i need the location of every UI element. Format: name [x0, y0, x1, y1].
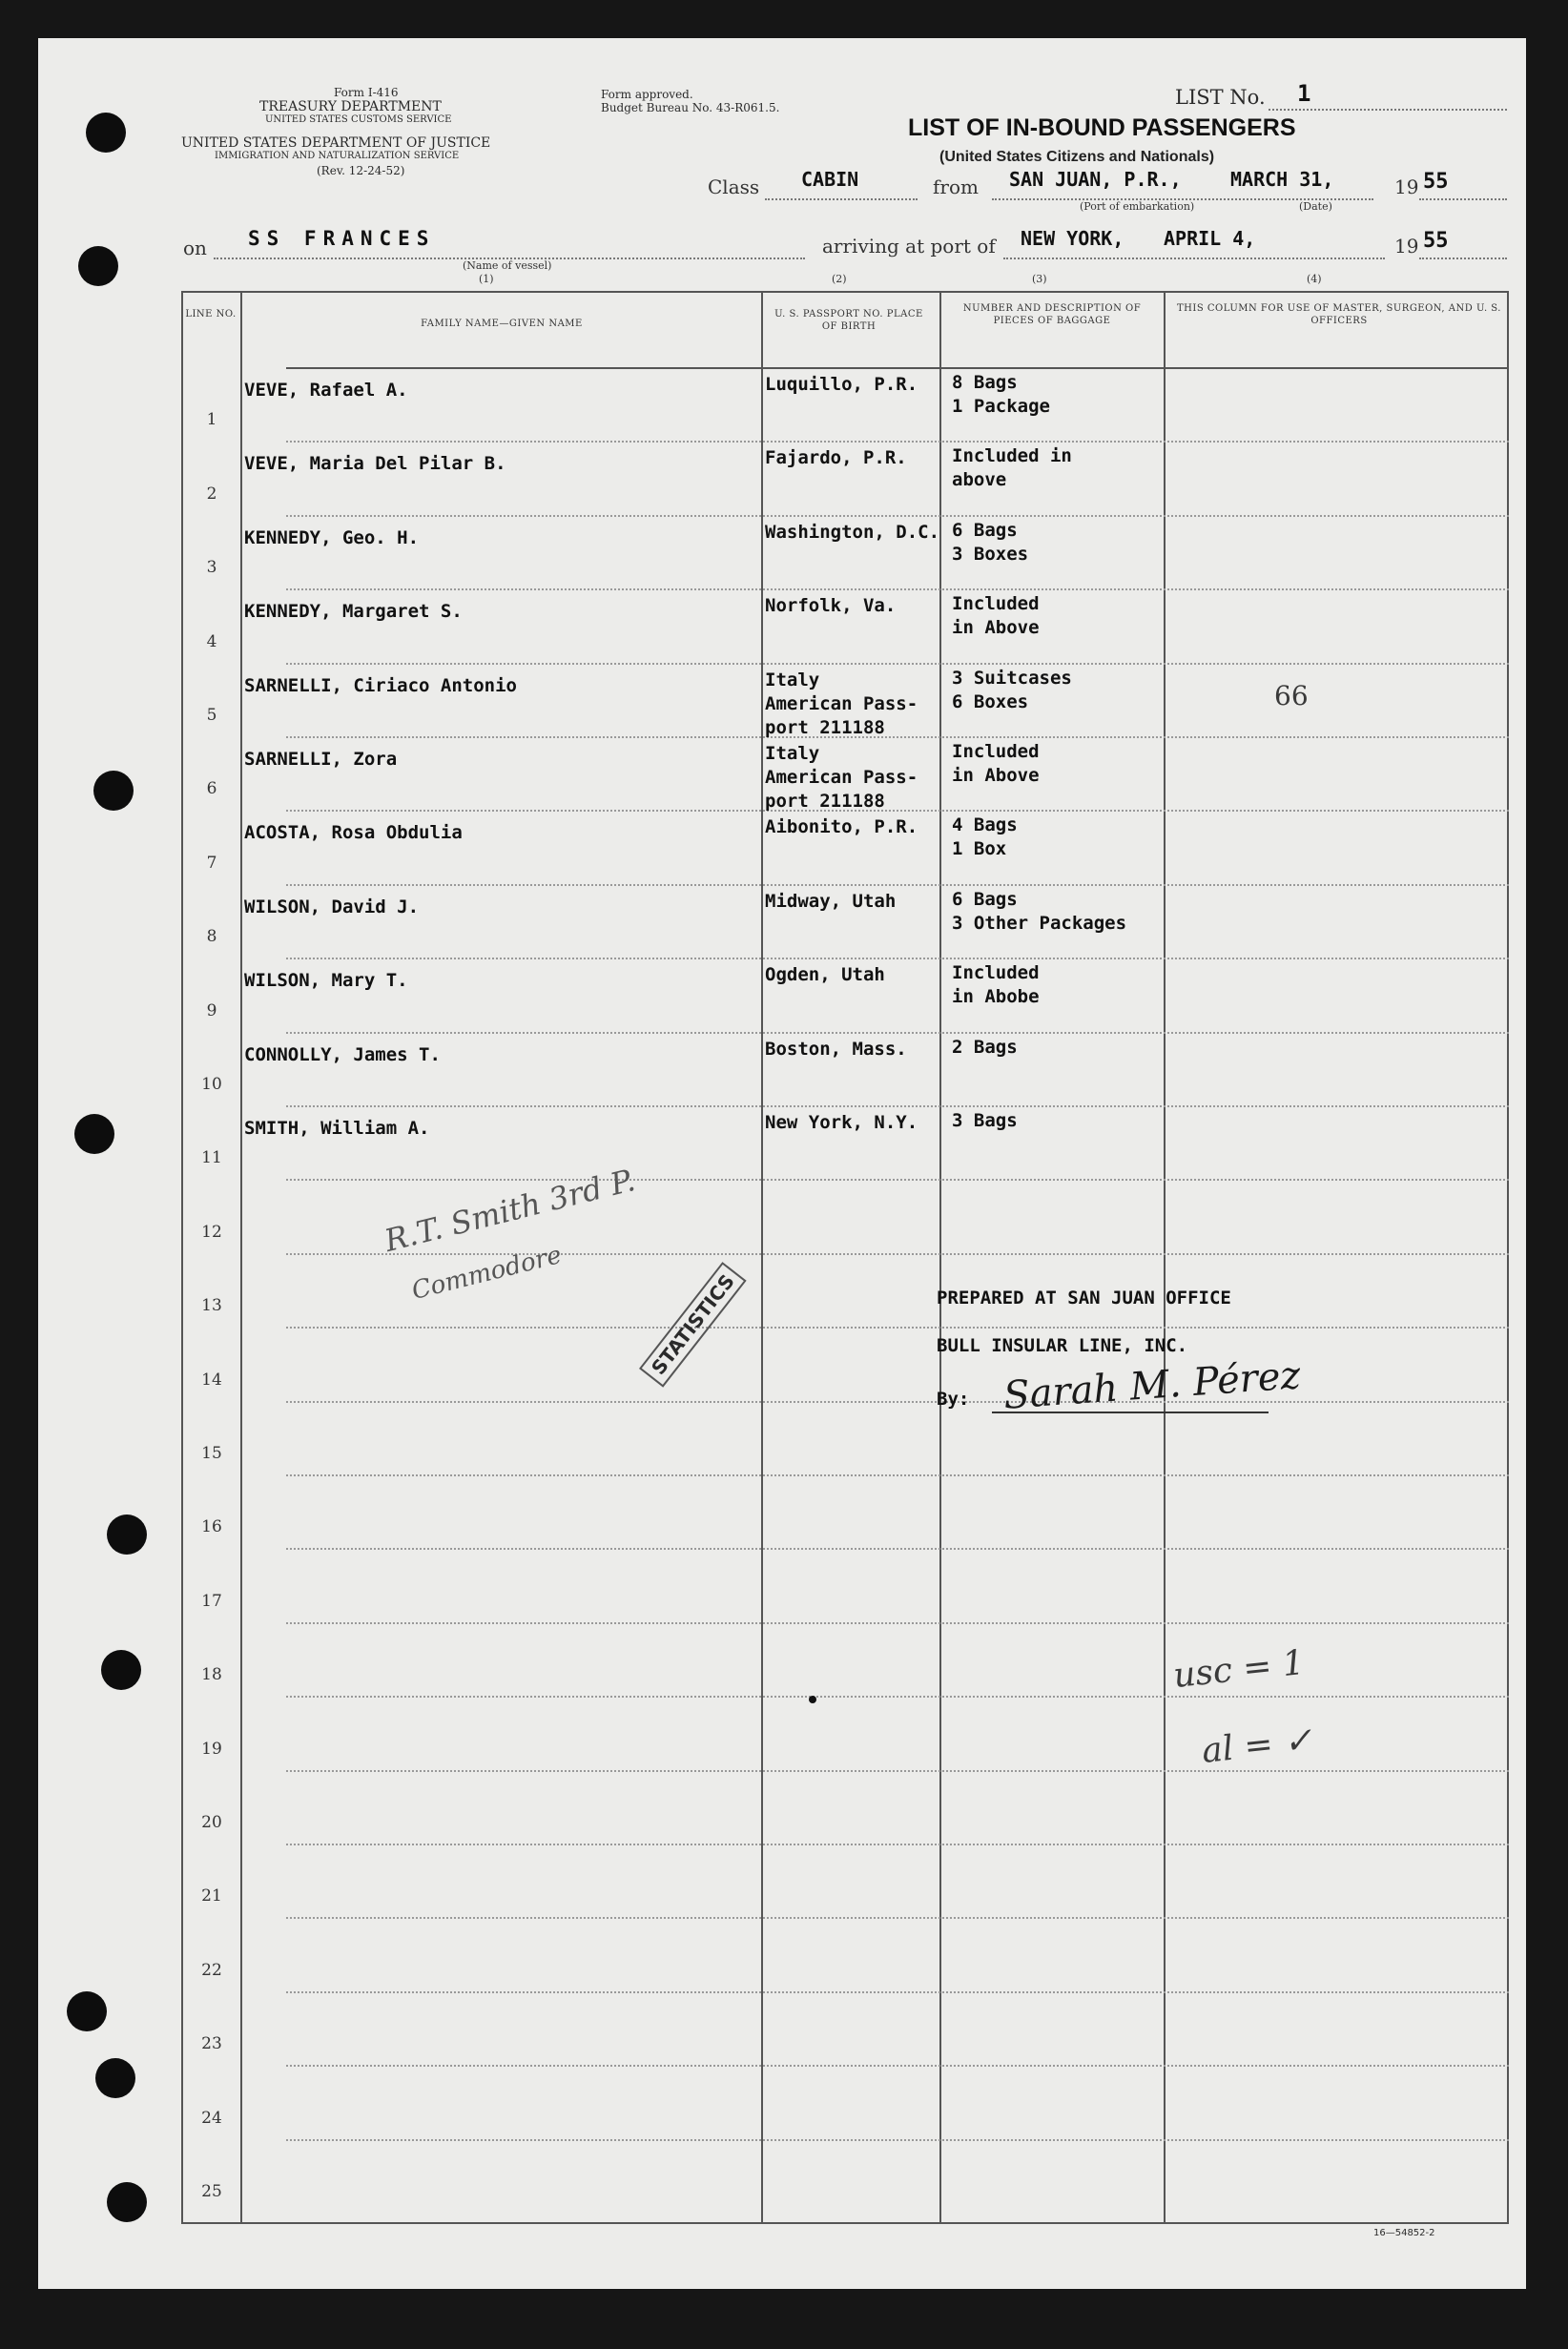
row-divider — [286, 441, 1509, 443]
column-caption-1: (1) — [479, 273, 494, 285]
baggage-description: Included in — [952, 445, 1072, 467]
column-caption-4: (4) — [1307, 273, 1322, 285]
list-no-line — [1269, 109, 1507, 111]
line-number: 14 — [201, 1370, 222, 1390]
place-of-birth: Boston, Mass. — [765, 1038, 907, 1060]
row-divider — [286, 1327, 1509, 1329]
name-column-divider — [761, 291, 763, 2222]
page-title: LIST OF IN-BOUND PASSENGERS — [908, 114, 1296, 141]
punch-hole — [67, 1991, 107, 2031]
place-of-birth: port 211188 — [765, 791, 885, 812]
manifest-sheet — [38, 38, 1526, 2289]
column-caption-3: (3) — [1032, 273, 1047, 285]
baggage-description: 8 Bags — [952, 372, 1018, 393]
column-header-baggage: NUMBER AND DESCRIPTION OF PIECES OF BAGGAGE — [962, 303, 1142, 326]
column-caption-2: (2) — [832, 273, 847, 285]
passenger-name: WILSON, David J. — [244, 896, 420, 917]
embarkation-year: 55 — [1423, 170, 1449, 194]
passenger-name: ACOSTA, Rosa Obdulia — [244, 822, 463, 844]
handwritten-note-2: Commodore — [408, 1241, 565, 1306]
baggage-description: 2 Bags — [952, 1036, 1018, 1058]
place-of-birth: New York, N.Y. — [765, 1112, 918, 1133]
revision-date: (Rev. 12-24-52) — [317, 164, 405, 177]
baggage-description: 4 Bags — [952, 814, 1018, 836]
row-divider — [286, 1401, 1509, 1403]
passenger-table — [181, 291, 1509, 2222]
place-of-birth: Italy — [765, 669, 820, 690]
class-label: Class — [708, 175, 760, 198]
by-label: By: — [937, 1389, 970, 1410]
arriving-label: arriving at port of — [822, 235, 996, 258]
punch-hole — [95, 2058, 135, 2098]
row-divider — [286, 1622, 1509, 1624]
line-number: 21 — [201, 1886, 222, 1906]
table-bottom-border — [181, 2222, 1509, 2224]
row-divider — [286, 2065, 1509, 2067]
line-number: 25 — [201, 2182, 222, 2201]
line-number: 9 — [206, 1000, 217, 1020]
passenger-name: KENNEDY, Geo. H. — [244, 526, 420, 548]
column-header-officers: THIS COLUMN FOR USE OF MASTER, SURGEON, AND U. S. OFFICERS — [1177, 303, 1501, 326]
line-number: 16 — [201, 1517, 222, 1537]
passenger-name: VEVE, Rafael A. — [244, 380, 408, 401]
list-number: 1 — [1297, 80, 1311, 107]
baggage-description: Included — [952, 962, 1040, 984]
punch-hole — [101, 1650, 141, 1690]
row-divider — [286, 958, 1509, 959]
line-number: 6 — [206, 779, 217, 799]
baggage-description: 1 Package — [952, 396, 1050, 417]
place-of-birth: Fajardo, P.R. — [765, 447, 907, 469]
row-divider — [286, 1770, 1509, 1772]
line-number: 10 — [201, 1075, 222, 1094]
line-number: 18 — [201, 1665, 222, 1685]
place-of-birth: American Pass- — [765, 692, 918, 714]
handwritten-mark-2: al = ✓ — [1200, 1721, 1315, 1771]
place-of-birth: Norfolk, Va. — [765, 595, 897, 617]
baggage-description: above — [952, 469, 1007, 491]
form-number: Form I-416 — [334, 86, 399, 99]
statistics-stamp: STATISTICS — [639, 1262, 747, 1388]
line-number: 7 — [206, 853, 217, 873]
baggage-description: 3 Boxes — [952, 543, 1029, 565]
row-divider — [286, 1917, 1509, 1919]
baggage-description: in Above — [952, 617, 1040, 639]
place-of-birth: port 211188 — [765, 716, 885, 738]
table-top-border — [181, 291, 1509, 293]
row-divider — [286, 1696, 1509, 1698]
column-header-line: LINE NO. — [185, 309, 237, 319]
baggage-description: 6 Bags — [952, 888, 1018, 910]
baggage-description: in Above — [952, 765, 1040, 786]
punch-hole — [86, 113, 126, 153]
immigration-service: IMMIGRATION AND NATURALIZATION SERVICE — [215, 151, 460, 161]
place-of-birth: Ogden, Utah — [765, 964, 885, 986]
row-divider — [286, 1032, 1509, 1034]
place-of-birth: American Pass- — [765, 767, 918, 788]
place-of-birth: Aibonito, P.R. — [765, 816, 918, 838]
stray-dot — [809, 1696, 816, 1703]
row-divider — [286, 1474, 1509, 1476]
prepared-at: PREPARED AT SAN JUAN OFFICE — [937, 1288, 1231, 1308]
embarkation-date: MARCH 31, — [1230, 168, 1334, 191]
line-number: 2 — [206, 484, 217, 504]
shipping-line: BULL INSULAR LINE, INC. — [937, 1335, 1188, 1356]
punch-hole — [107, 1514, 147, 1555]
line-number: 22 — [201, 1960, 222, 1980]
signature-line — [992, 1411, 1269, 1413]
line-number: 1 — [206, 410, 217, 430]
passenger-name: SMITH, William A. — [244, 1118, 430, 1139]
place-of-birth: Italy — [765, 743, 820, 764]
baggage-description: in Abobe — [952, 986, 1040, 1008]
vessel-caption: (Name of vessel) — [463, 259, 552, 272]
handwritten-note: R.T. Smith 3rd P. — [381, 1162, 639, 1259]
form-approved: Form approved. — [601, 88, 693, 101]
line-number: 15 — [201, 1444, 222, 1463]
year-prefix: 19 — [1394, 175, 1419, 198]
passenger-name: KENNEDY, Margaret S. — [244, 601, 463, 623]
row-divider — [286, 1844, 1509, 1845]
line-number: 3 — [206, 558, 217, 578]
line-number: 5 — [206, 706, 217, 725]
column-header-passport: U. S. PASSPORT NO. PLACE OF BIRTH — [774, 309, 923, 332]
row-divider — [286, 2139, 1509, 2141]
baggage-description: 3 Bags — [952, 1110, 1018, 1131]
row-divider — [286, 1253, 1509, 1255]
on-label: on — [183, 237, 207, 259]
arrival-port: NEW YORK, — [1021, 227, 1124, 250]
row-divider — [286, 515, 1509, 517]
form-code: 16—54852-2 — [1373, 2228, 1435, 2238]
vessel-name: SS FRANCES — [248, 227, 436, 250]
row-divider — [286, 1991, 1509, 1993]
line-column-divider — [240, 291, 242, 2222]
row-divider — [286, 588, 1509, 590]
punch-hole — [107, 2182, 147, 2222]
treasury-department: TREASURY DEPARTMENT — [259, 99, 442, 114]
line-number: 8 — [206, 927, 217, 947]
line-number: 12 — [201, 1222, 222, 1242]
line-number: 19 — [201, 1739, 222, 1759]
row-divider — [286, 736, 1509, 738]
line-number: 4 — [206, 631, 217, 651]
signature: Sarah M. Pérez — [1001, 1353, 1302, 1418]
row-divider — [286, 1548, 1509, 1550]
class-line — [765, 198, 918, 200]
punch-hole — [78, 246, 118, 286]
customs-service: UNITED STATES CUSTOMS SERVICE — [265, 114, 452, 125]
passenger-name: CONNOLLY, James T. — [244, 1043, 441, 1065]
column-header-name: FAMILY NAME—GIVEN NAME — [421, 319, 583, 329]
place-of-birth: Midway, Utah — [765, 890, 897, 912]
passport-column-divider — [939, 291, 941, 2222]
baggage-description: 3 Other Packages — [952, 912, 1127, 934]
port-caption: (Port of embarkation) — [1080, 200, 1195, 213]
page-subtitle: (United States Citizens and Nationals) — [939, 149, 1215, 165]
table-header-border — [286, 367, 1509, 369]
baggage-description: 6 Bags — [952, 519, 1018, 541]
punch-hole — [93, 771, 134, 811]
from-label: from — [933, 175, 979, 198]
table-right-border — [1507, 291, 1509, 2222]
year-line — [1419, 198, 1507, 200]
row-divider — [286, 1105, 1509, 1107]
embarkation-port: SAN JUAN, P.R., — [1009, 168, 1182, 191]
row-divider — [286, 884, 1509, 886]
line-number: 20 — [201, 1813, 222, 1832]
date-caption: (Date) — [1299, 200, 1332, 213]
officer-note: 66 — [1274, 679, 1309, 711]
arrival-line — [1003, 258, 1385, 259]
passenger-name: VEVE, Maria Del Pilar B. — [244, 453, 506, 475]
line-number: 24 — [201, 2108, 222, 2128]
arrival-year: 55 — [1423, 229, 1449, 253]
place-of-birth: Luquillo, P.R. — [765, 374, 918, 395]
line-number: 23 — [201, 2034, 222, 2054]
table-left-border — [181, 291, 183, 2222]
arrival-year-prefix: 19 — [1394, 235, 1419, 258]
budget-bureau: Budget Bureau No. 43-R061.5. — [601, 101, 780, 114]
handwritten-mark-1: usc = 1 — [1171, 1642, 1307, 1697]
baggage-column-divider — [1164, 291, 1166, 2222]
row-divider — [286, 663, 1509, 665]
baggage-description: Included — [952, 741, 1040, 762]
passenger-name: SARNELLI, Ciriaco Antonio — [244, 674, 517, 696]
place-of-birth: Washington, D.C. — [765, 521, 940, 543]
department-of-justice: UNITED STATES DEPARTMENT OF JUSTICE — [181, 135, 491, 151]
baggage-description: 6 Boxes — [952, 690, 1029, 712]
punch-hole — [74, 1114, 114, 1154]
class-value: CABIN — [801, 168, 859, 191]
arrival-year-line — [1419, 258, 1507, 259]
baggage-description: 1 Box — [952, 838, 1007, 860]
arrival-date: APRIL 4, — [1164, 227, 1256, 250]
baggage-description: Included — [952, 593, 1040, 615]
passenger-name: WILSON, Mary T. — [244, 970, 408, 992]
baggage-description: 3 Suitcases — [952, 667, 1072, 689]
row-divider — [286, 1179, 1509, 1181]
row-divider — [286, 810, 1509, 812]
line-number: 13 — [201, 1296, 222, 1316]
line-number: 11 — [201, 1148, 222, 1168]
line-number: 17 — [201, 1591, 222, 1611]
passenger-name: SARNELLI, Zora — [244, 749, 398, 770]
list-label: LIST No. — [1175, 86, 1266, 109]
